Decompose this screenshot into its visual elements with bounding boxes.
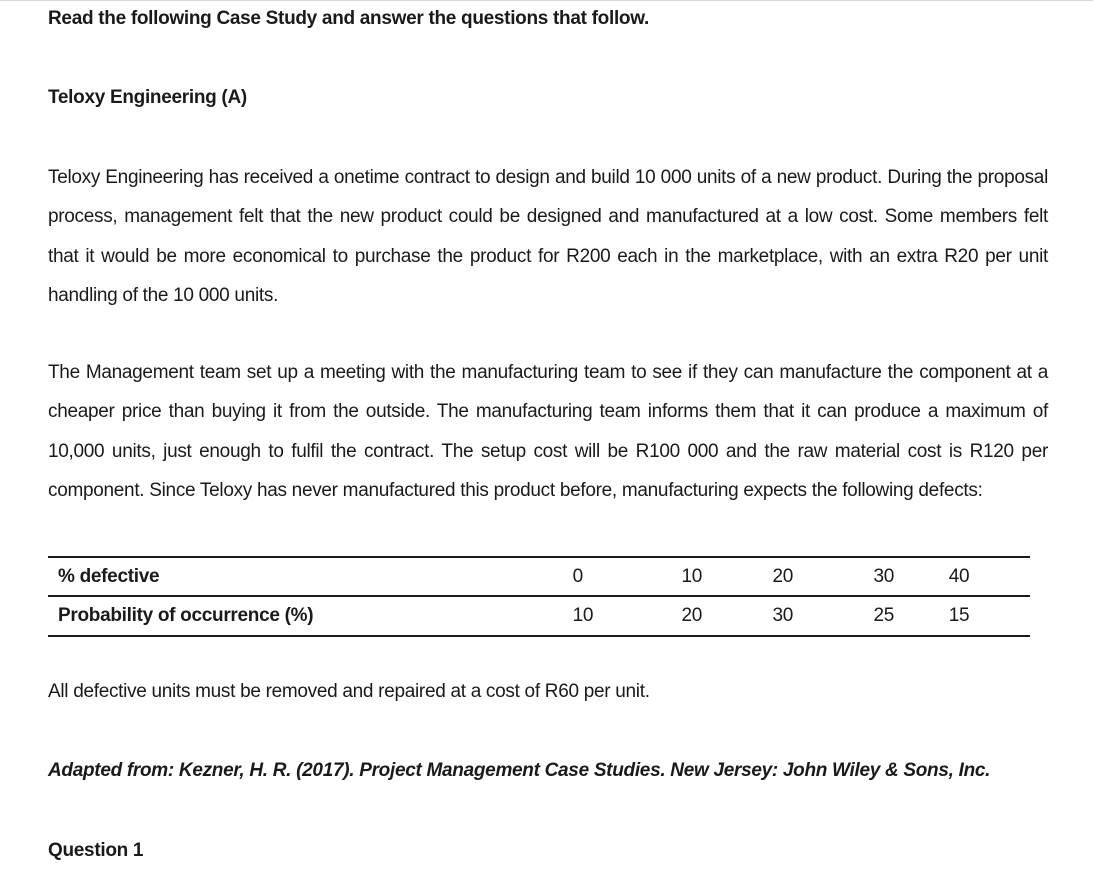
table-cell: 10	[681, 557, 772, 596]
table-cell: 25	[873, 596, 948, 636]
paragraph-manufacturing	[48, 353, 1048, 510]
table-cell: 15	[949, 596, 1030, 636]
paragraph-line: that it would be more economical to purchase the product for R200 each in the marketplace, with an extra R20 per unit	[48, 245, 1048, 267]
paragraph-line: handling of the 10 000 units.	[48, 284, 279, 306]
question-heading: Question 1	[48, 840, 144, 861]
instruction-heading: Read the following Case Study and answer the questions that follow.	[48, 8, 649, 29]
table-row-probability	[48, 596, 1030, 636]
paragraph-line: process, management felt that the new product could be designed and manufactured at a low cost. Some members felt	[48, 206, 1048, 228]
table-cell: 20	[681, 596, 772, 636]
source-citation: Adapted from: Kezner, H. R. (2017). Project Management Case Studies. New Jersey: John Wiley & Sons, Inc.	[48, 760, 991, 781]
table-cell: 30	[773, 596, 874, 636]
table-row-defective	[48, 557, 1030, 596]
paragraph-line: component. Since Teloxy has never manufactured this product before, manufacturing expects the following defects:	[48, 479, 983, 501]
table-cell: 40	[949, 557, 1030, 596]
repair-cost-note: All defective units must be removed and repaired at a cost of R60 per unit.	[48, 681, 650, 702]
top-divider	[0, 0, 1093, 1]
paragraph-contract	[48, 158, 1048, 315]
defects-table	[48, 556, 1030, 637]
table-cell: 30	[873, 557, 948, 596]
table-cell: 0	[573, 557, 682, 596]
row-label: Probability of occurrence (%)	[48, 596, 573, 636]
paragraph-line: The Management team set up a meeting with the manufacturing team to see if they can manufacture the component at a	[48, 362, 1048, 383]
table-cell: 10	[573, 596, 682, 636]
table-cell: 20	[773, 557, 874, 596]
paragraph-line: cheaper price than buying it from the outside. The manufacturing team informs them that it can produce a maximum of	[48, 401, 1048, 423]
row-label: % defective	[48, 557, 573, 596]
paragraph-line: 10,000 units, just enough to fulfil the contract. The setup cost will be R100 000 and the raw material cost is R120 per	[48, 440, 1048, 462]
paragraph-line: Teloxy Engineering has received a onetime contract to design and build 10 000 units of a new product. During the proposal	[48, 167, 1048, 188]
case-study-title: Teloxy Engineering (A)	[48, 87, 247, 108]
